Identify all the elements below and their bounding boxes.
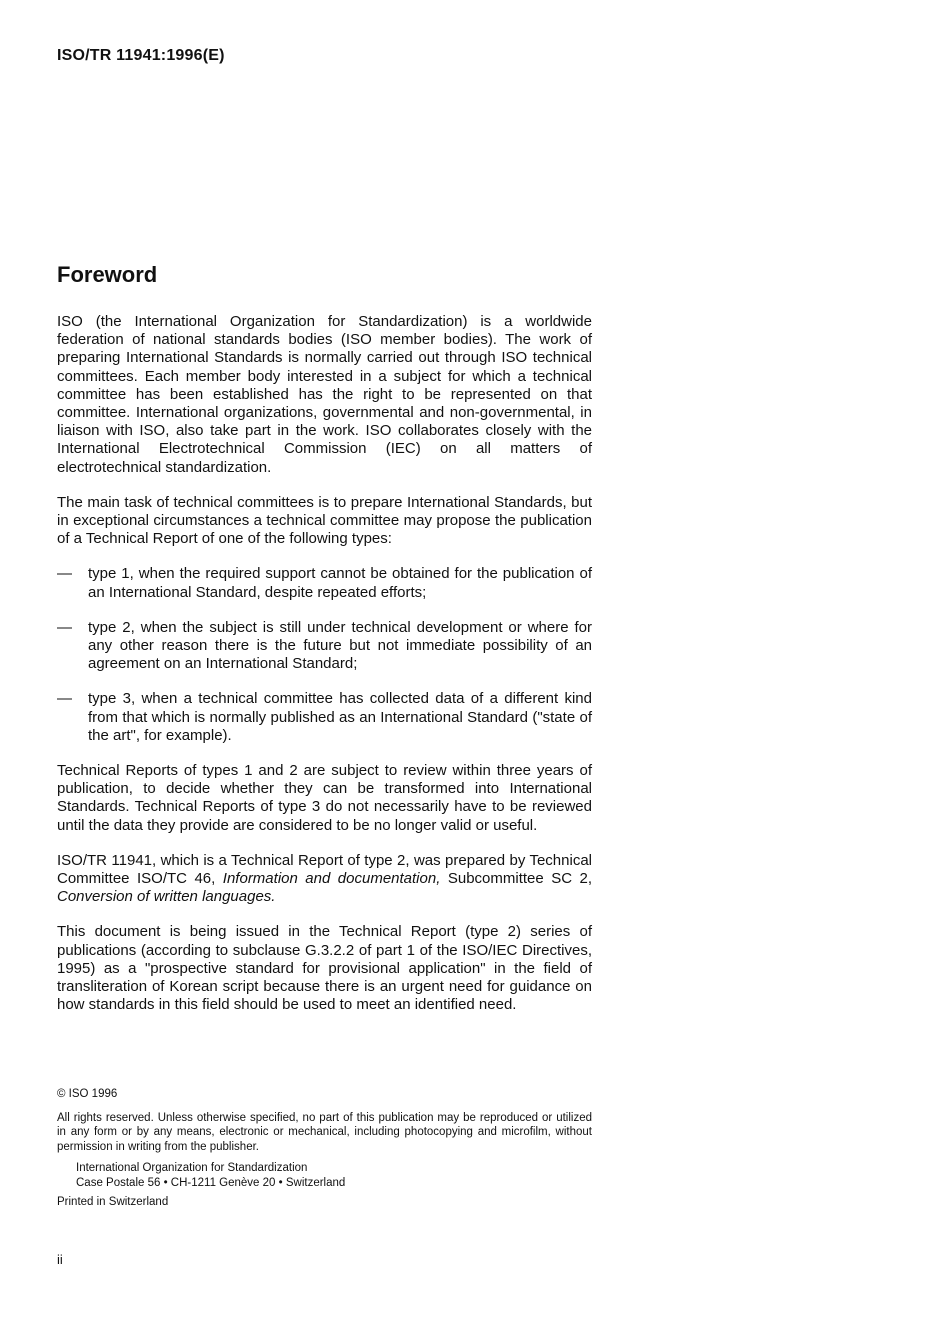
publisher-address [76,1161,592,1190]
rights-statement: All rights reserved. Unless otherwise specified, no part of this publication may be reproduced or utilized in any form or by any means, electronic or mechanical, including photocopying and microfilm, without permission in writing from the publisher. [57,1111,592,1153]
paragraph-iso-intro: ISO (the International Organization for Standardization) is a worldwide federation of national standards bodies (ISO member bodies). The work of preparing International Standards is normally carried out through ISO technical committees. Each member body interested in a subject for which a technical committee has been established has the right to be represented on that committee. International organizations, governmental and non-governmental, in liaison with ISO, also take part in the work. ISO collaborates closely with the International Electrotechnical Commission (IEC) on all matters of electrotechnical standardization. [57,313,592,476]
foreword-body [57,313,592,1032]
report-types-list [57,565,592,745]
list-item [57,565,592,601]
list-item [57,690,592,745]
copyright-line: © ISO 1996 [57,1088,118,1100]
list-item-text: type 3, when a technical committee has collected data of a different kind from that which is normally published as an International Standard ("state of the art", for example). [88,690,592,744]
list-item [57,619,592,674]
prepared-by-middle: Subcommittee SC 2, [440,870,593,888]
prepared-by-prefix: ISO/TR 11941, which is a Technical Report of type 2, was prepared by Technical Committee ISO/TC 46, [57,851,592,888]
committee-title: Information and documentation, [222,870,441,888]
paragraph-prepared-by [57,852,592,907]
org-name: International Organization for Standardization [76,1162,308,1174]
subcommittee-title: Conversion of written languages. [57,888,276,906]
page-number: ii [57,1252,63,1267]
legal-notice [57,1087,592,1210]
printed-in: Printed in Switzerland [57,1196,169,1208]
org-address: Case Postale 56 • CH-1211 Genève 20 • Switzerland [76,1176,346,1189]
paragraph-issued: This document is being issued in the Technical Report (type 2) series of publications (according to subclause G.3.2.2 of part 1 of the ISO/IEC Directives, 1995) as a "prospective standard for provisional application" in the field of transliteration of Korean script because there is an urgent need for guidance on how standards in this field should be used to meet an identified need. [57,923,592,1014]
foreword-heading: Foreword [57,262,158,287]
list-item-text: type 1, when the required support cannot be obtained for the publication of an International Standard, despite repeated efforts; [88,565,592,601]
list-dash: — [57,690,72,708]
paragraph-review: Technical Reports of types 1 and 2 are subject to review within three years of publication, to decide whether they can be transformed into International Standards. Technical Reports of type 3 do not necessarily have to be reviewed until the data they provide are considered to be no longer valid or useful. [57,762,592,834]
document-identifier: ISO/TR 11941:1996(E) [57,47,225,64]
paragraph-main-task: The main task of technical committees is to prepare International Standards, but in exceptional circumstances a technical committee may propose the publication of a Technical Report of one of the following types: [57,493,592,548]
list-dash: — [57,618,72,636]
list-dash: — [57,565,72,583]
list-item-text: type 2, when the subject is still under technical development or where for any other reason there is the future but not immediate possibility of an agreement on an International Standard; [88,618,592,673]
